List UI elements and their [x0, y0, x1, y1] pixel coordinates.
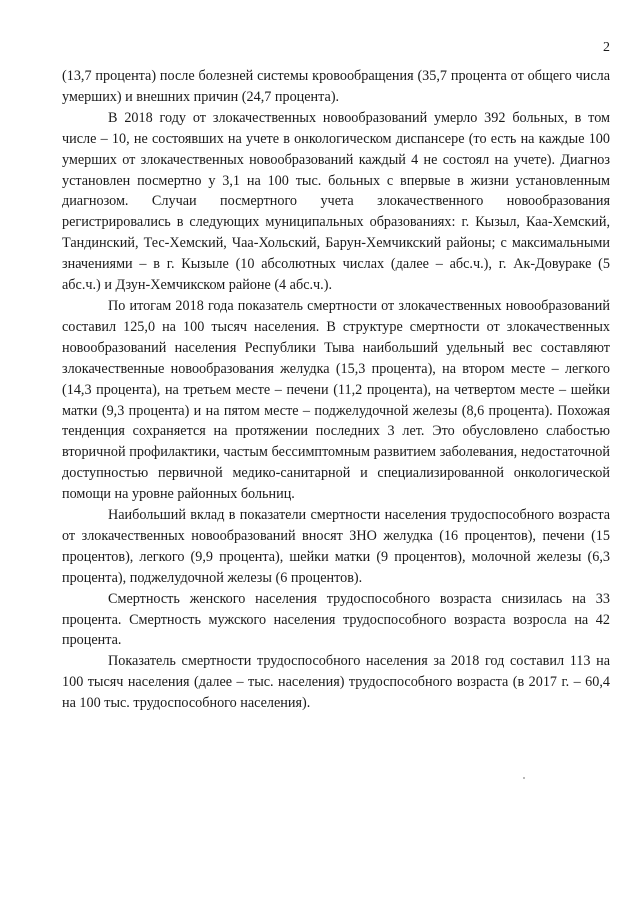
- paragraph-deaths-2018: В 2018 году от злокачественных новообразований умерло 392 больных, в том числе – 10, не состоявших на учете в онкологическом диспансере (то есть на каждые 100 умерших от злокачественных новообразований каждый 4 не состоял на учете). Диагноз установлен посмертно у 3,1 на 100 тыс. больных с впервые в жизни установленным диагнозом. Случаи посмертного учета злокачественного новообразования регистрировались в следующих муниципальных образованиях: г. Кызыл, Каа-Хемский, Тандинский, Тес-Хемский, Чаа-Хольский, Барун-Хемчикский районы; с максимальными значениями – в г. Кызыле (10 абсолютных числах (далее – абс.ч.), г. Ак-Довураке (5 абс.ч.) и Дзун-Хемчикском районе (4 абс.ч.).: [62, 109, 610, 294]
- paragraph-gender-trends: Смертность женского населения трудоспособного возраста снизилась на 33 процента. Смертность мужского населения трудоспособного возраста возросла на 42 процента.: [62, 590, 610, 649]
- page-number: 2: [603, 40, 610, 55]
- scan-speck: [523, 777, 525, 779]
- document-body: [62, 66, 610, 714]
- paragraph-working-age-rate: Показатель смертности трудоспособного населения за 2018 год составил 113 на 100 тысяч населения (далее – тыс. населения) трудоспособного возраста (в 2017 г. – 60,4 на 100 тыс. трудоспособного населения).: [62, 653, 610, 712]
- paragraph-working-age-contribution: Наибольший вклад в показатели смертности населения трудоспособного возраста от злокачественных новообразований вносят ЗНО желудка (16 процентов), печени (15 процентов), легкого (9,9 процента), шейки матки (9 процентов), молочной железы (6,3 процента), поджелудочной железы (6 процентов).: [62, 507, 610, 586]
- paragraph-mortality-rate: По итогам 2018 года показатель смертности от злокачественных новообразований составил 125,0 на 100 тысяч населения. В структуре смертности от злокачественных новообразований населения Республики Тыва наибольший удельный вес составляют злокачественные новообразования желудка (15,3 процента), на втором месте – легкого (14,3 процента), на третьем месте – печени (11,2 процента), на четвертом месте – шейки матки (9,3 процента) и на пятом месте – поджелудочной железы (8,6 процента). Похожая тенденция сохраняется на протяжении последних 3 лет. Это обусловлено слабостью вторичной профилактики, частым бессимптомным развитием заболевания, недостаточной доступностью первичной медико-санитарной и специализированной онкологической помощи на уровне районных больниц.: [62, 297, 610, 503]
- paragraph-continuation: (13,7 процента) после болезней системы кровообращения (35,7 процента от общего числа умерших) и внешних причин (24,7 процента).: [62, 68, 610, 105]
